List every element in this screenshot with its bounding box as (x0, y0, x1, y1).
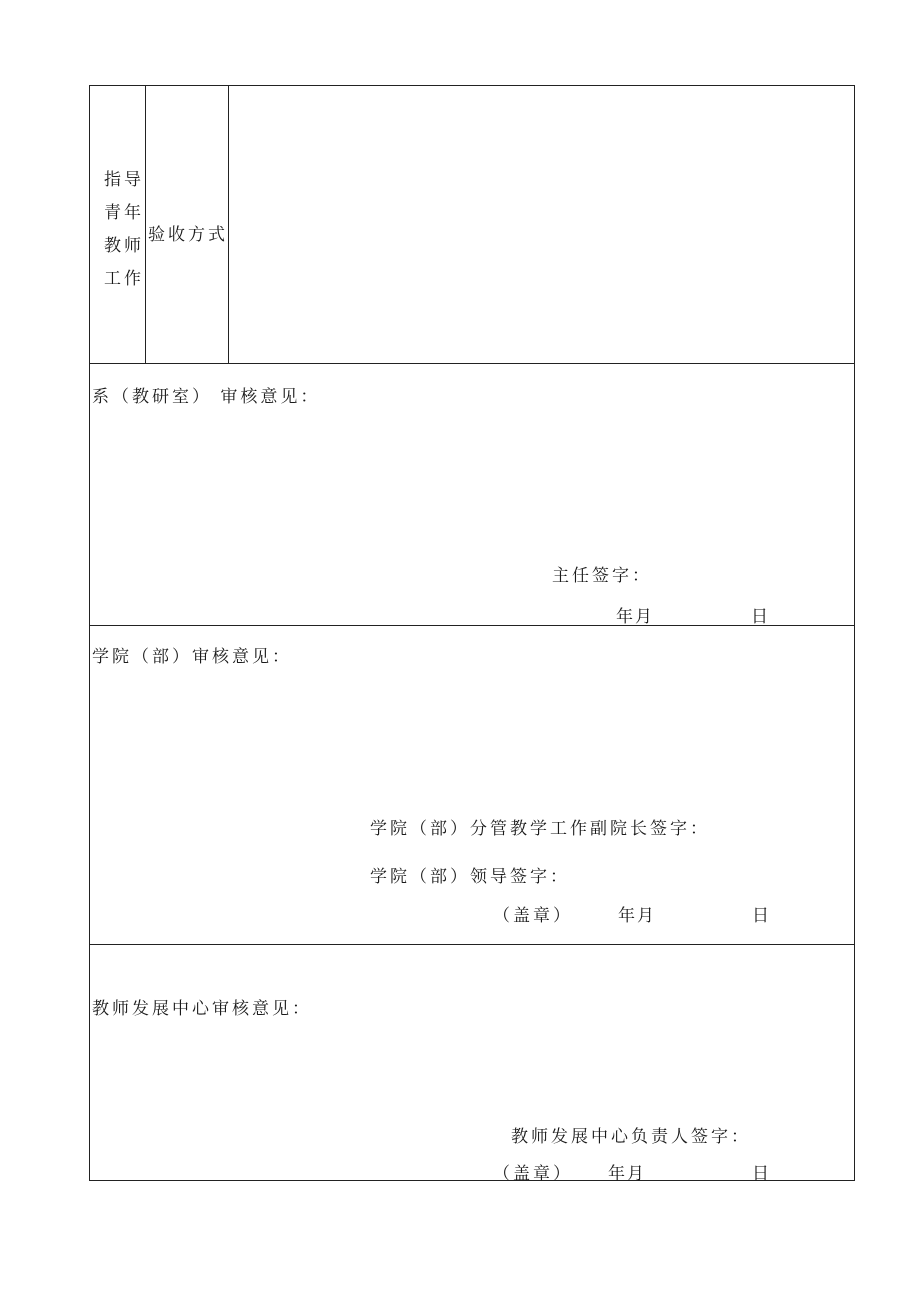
dept-director-signature-label: 主任签字： (552, 566, 652, 586)
dept-review-section (90, 363, 854, 625)
center-review-section (90, 944, 854, 1184)
dept-date-day: 日 (751, 607, 771, 627)
center-seal-label: （盖章） (493, 1164, 573, 1184)
college-date-month: 月 (637, 906, 657, 926)
center-head-signature-label: 教师发展中心负责人签字： (511, 1127, 751, 1147)
dept-review-title: 系（教研室） 审核意见： (92, 387, 321, 407)
acceptance-method-field[interactable] (229, 86, 854, 363)
college-review-section (90, 625, 854, 944)
college-review-title: 学院（部）审核意见： (92, 647, 292, 667)
acceptance-method-label: 验收方式 (148, 225, 228, 245)
center-date-year: 年 (608, 1164, 628, 1184)
acceptance-method-cell (146, 86, 229, 363)
college-leader-signature-label: 学院（部）领导签字： (370, 867, 570, 887)
guide-category: 指导青年教师工作 (104, 170, 144, 289)
college-seal-label: （盖章） (493, 906, 573, 926)
dept-date-year: 年 (616, 607, 636, 627)
college-date-year: 年 (618, 906, 638, 926)
center-review-title: 教师发展中心审核意见： (92, 999, 312, 1019)
center-date-month: 月 (627, 1164, 647, 1184)
guide-category-cell (90, 86, 146, 363)
guide-section (90, 86, 854, 363)
college-date-day: 日 (752, 906, 772, 926)
vice-dean-signature-label: 学院（部）分管教学工作副院长签字： (370, 819, 710, 839)
dept-date-month: 月 (635, 607, 655, 627)
review-form (89, 85, 855, 1184)
center-date-day: 日 (752, 1164, 772, 1184)
